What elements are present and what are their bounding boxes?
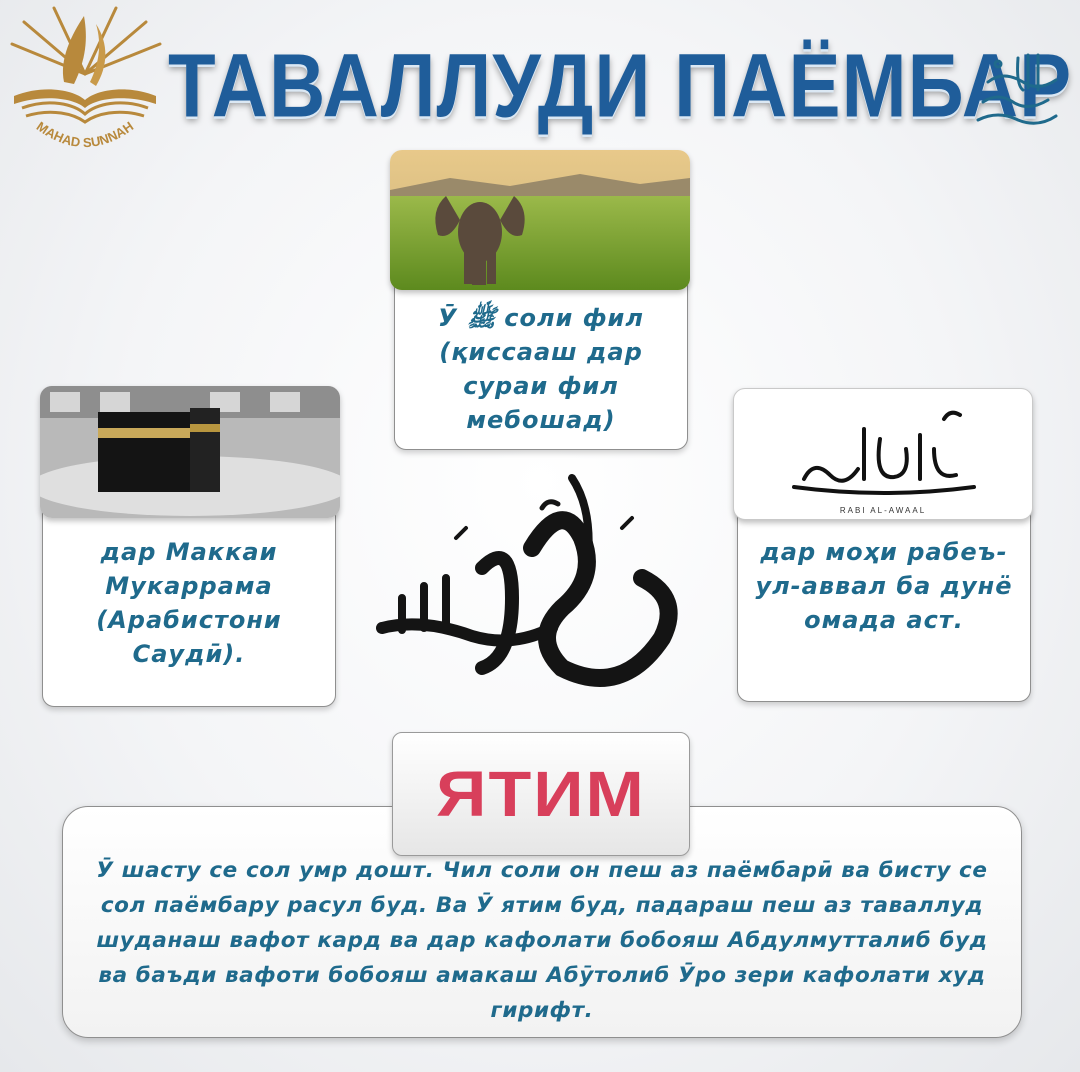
kaaba-photo	[40, 386, 340, 518]
muhammad-rasulullah-calligraphy-icon	[362, 468, 692, 708]
rabi-al-awwal-card	[737, 500, 1031, 702]
rabi-al-awwal-image	[733, 388, 1033, 520]
salawat-calligraphy-icon	[968, 40, 1063, 130]
yatim-body-text: Ӯ шасту се сол умр дошт. Чил соли он пеш аз паёмбарӣ ва бисту се сол паёмбару расул буд. Ва Ӯ ятим буд, падараш пеш аз таваллуд шуданаш вафот кард ва дар кафолати бобояш Абдулмутталиб буд ва баъди вафоти бобояш амакаш Абӯтолиб Ӯро зери кафолати худ гирифт.	[96, 858, 988, 1023]
yatim-heading-box	[392, 732, 690, 856]
rabi-al-awwal-text: дар моҳи рабеъ-ул-аввал ба дунё омада аст.	[755, 538, 1013, 634]
rabi-al-awwal-caption: RABI AL-AWAAL	[839, 506, 927, 515]
logo-text: MAHAD SUNNAH	[33, 118, 137, 151]
elephant-year-text: Ӯ ﷺ соли фил (қиссааш дар сураи фил мебошад)	[438, 304, 644, 434]
elephant-year-card	[394, 270, 688, 450]
elephant-photo	[390, 150, 690, 290]
page-title: ТАВАЛЛУДИ ПАЁМБАР	[168, 34, 1073, 137]
mahad-sunnah-logo-icon	[4, 4, 166, 156]
rabi-al-awwal-calligraphy-icon	[734, 389, 1032, 519]
makkah-text: дар Маккаи Мукаррама (Арабистони Саудӣ).	[96, 538, 282, 668]
makkah-card	[42, 500, 336, 707]
yatim-heading: ЯТИМ	[436, 758, 646, 830]
